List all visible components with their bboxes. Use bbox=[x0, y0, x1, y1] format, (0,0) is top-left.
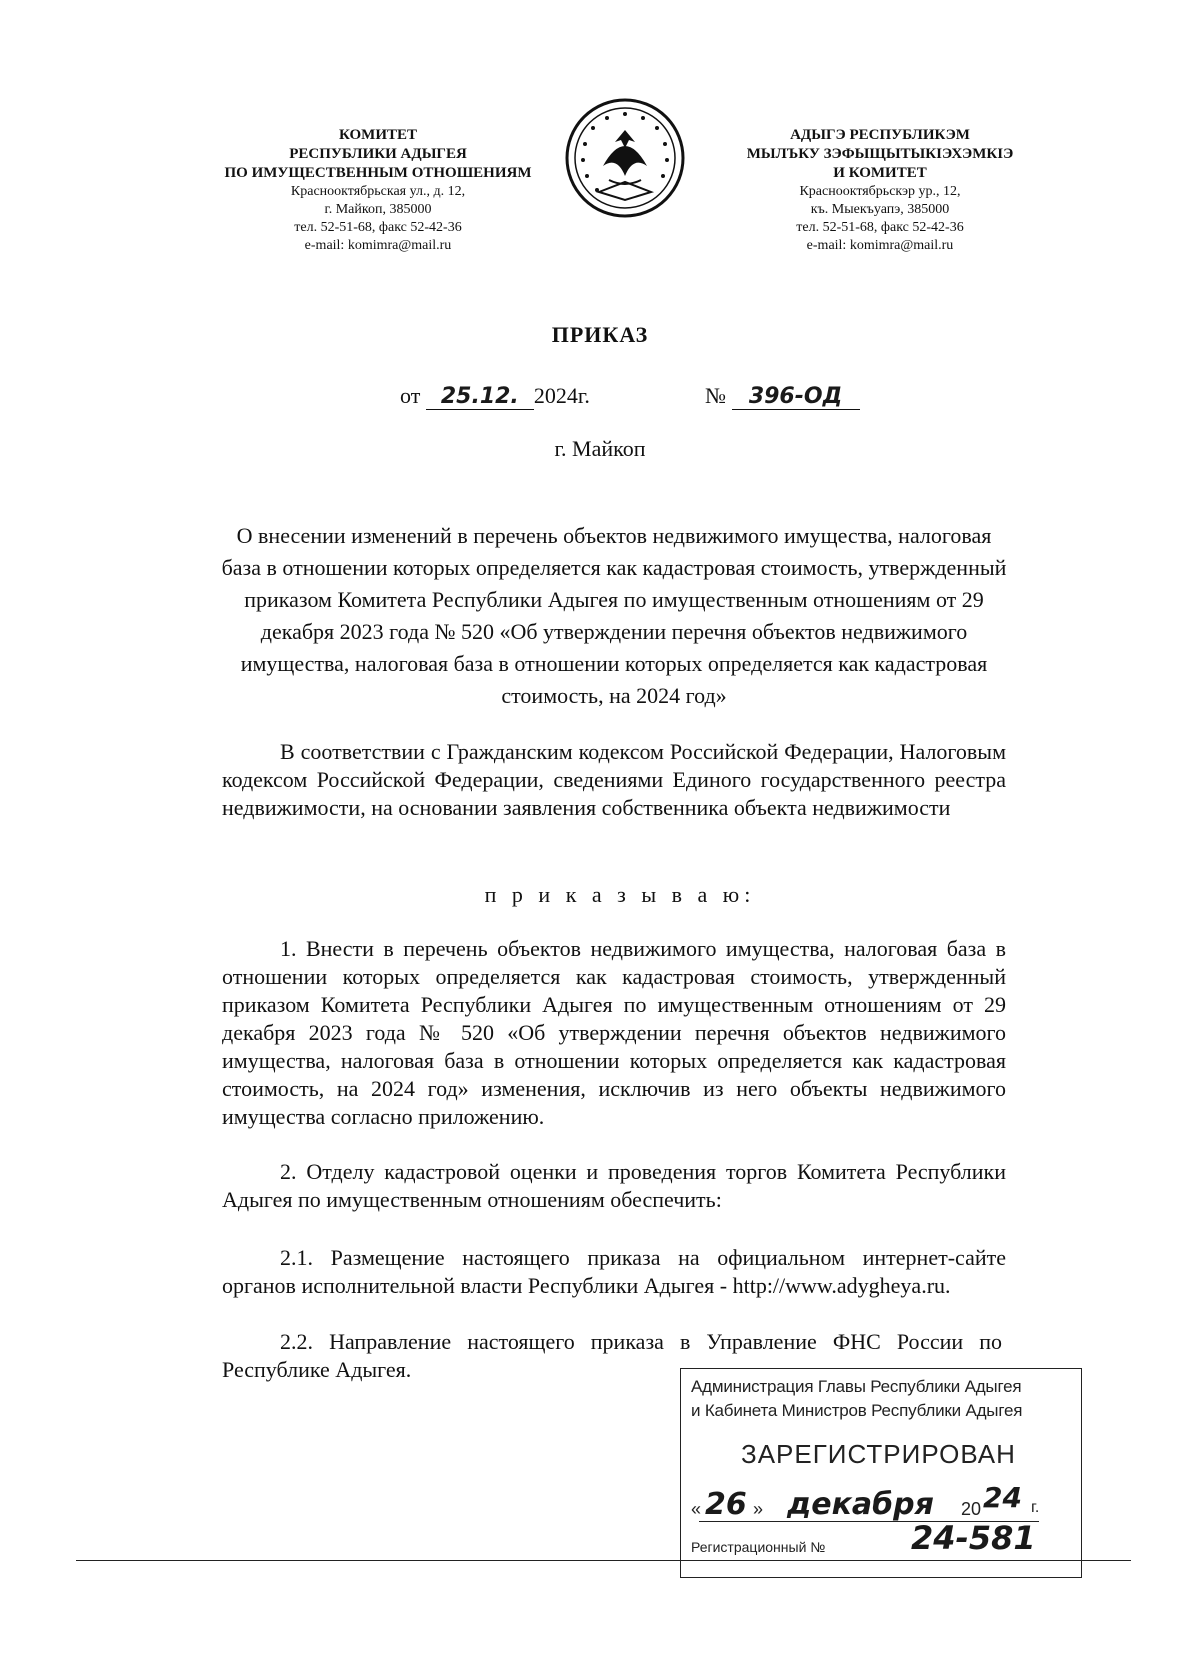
stamp-year-unit: г. bbox=[1031, 1499, 1040, 1516]
date-suffix: 2024г. bbox=[533, 383, 590, 408]
number-prefix: № bbox=[705, 383, 726, 408]
org-email: e-mail: komimra@mail.ru bbox=[304, 238, 452, 253]
number-handwritten: 396-ОД bbox=[748, 384, 843, 409]
org-city-adyghe: къ. Мыекъуапэ, 385000 bbox=[810, 202, 950, 217]
stamp-year-prefix: 20 bbox=[961, 1499, 982, 1519]
header-right bbox=[700, 126, 1060, 255]
stamp-day: 26 bbox=[705, 1487, 747, 1522]
adygea-coat-of-arms-icon bbox=[563, 96, 687, 220]
stamp-org-line2: и Кабинета Министров Республики Адыгея bbox=[691, 1401, 1023, 1420]
org-email-adyghe: e-mail: komimra@mail.ru bbox=[806, 238, 954, 253]
document-number bbox=[705, 383, 860, 410]
registration-stamp bbox=[680, 1368, 1082, 1578]
org-name-line3: ПО ИМУЩЕСТВЕННЫМ ОТНОШЕНИЯМ bbox=[224, 165, 532, 181]
org-address: Краснооктябрьская ул., д. 12, bbox=[290, 184, 466, 199]
org-phone: тел. 52-51-68, факс 52-42-36 bbox=[294, 220, 462, 235]
stamp-month: декабря bbox=[787, 1487, 934, 1522]
org-phone-adyghe: тел. 52-51-68, факс 52-42-36 bbox=[796, 220, 964, 235]
stamp-reg-number: 24-581 bbox=[911, 1519, 1036, 1557]
item-2-paragraph: 2. Отделу кадастровой оценки и проведения торгов Комитета Республики Адыгея по имущественным отношениям обеспечить: bbox=[222, 1159, 1006, 1212]
org-name-line1: КОМИТЕТ bbox=[338, 127, 417, 143]
org-name-line2: РЕСПУБЛИКИ АДЫГЕЯ bbox=[289, 146, 467, 162]
document-title: ПРИКАЗ bbox=[551, 322, 649, 347]
item-1-paragraph: 1. Внести в перечень объектов недвижимого имущества, налоговая база в отношении которых определяется как кадастровая стоимость, утвержденный приказом Комитета Республики Адыгея по имущественным отношениям от 29 декабря 2023 года № 520 «Об утверждении перечня объектов недвижимого имущества, налоговая база в отношении которых определяется как кадастровая стоимость, на 2024 год» изменения, исключив из него объекты недвижимого имущества согласно приложению. bbox=[222, 936, 1006, 1129]
order-word: п р и к а з ы в а ю: bbox=[484, 882, 756, 907]
header-left bbox=[198, 126, 558, 255]
document-city: г. Майкоп bbox=[554, 436, 646, 461]
date-handwritten: 25.12. bbox=[440, 384, 519, 409]
document-date bbox=[400, 383, 590, 410]
org-name-adyghe-line2: МЫЛЪКУ ЗЭФЫЩЫТЫКIЭХЭМКIЭ bbox=[746, 146, 1014, 162]
org-name-adyghe-line1: АДЫГЭ РЕСПУБЛИКЭМ bbox=[790, 127, 970, 143]
stamp-org-line1: Администрация Главы Республики Адыгея bbox=[691, 1377, 1022, 1396]
item-2-2-paragraph: 2.2. Направление настоящего приказа в Управление ФНС России по Республике Адыгея. bbox=[222, 1329, 1002, 1382]
org-name-adyghe-line3: И КОМИТЕТ bbox=[833, 165, 927, 181]
preamble-paragraph: В соответствии с Гражданским кодексом Российской Федерации, Налоговым кодексом Российской Федерации, сведениями Единого государственного реестра недвижимости, на основании заявления собственника объекта недвижимости bbox=[222, 739, 1006, 820]
item-2-1-paragraph: 2.1. Размещение настоящего приказа на официальном интернет-сайте органов исполнительной власти Республики Адыгея - http://www.adygheya.ru. bbox=[222, 1245, 1006, 1298]
stamp-reg-label: Регистрационный № bbox=[691, 1539, 826, 1555]
stamp-year-suffix: 24 bbox=[983, 1481, 1022, 1514]
org-city: г. Майкоп, 385000 bbox=[324, 202, 432, 217]
stamp-date: « 26 » декабря 20 24 г. bbox=[691, 1481, 1040, 1522]
date-prefix: от bbox=[400, 383, 421, 408]
org-address-adyghe: Краснооктябрьскэр ур., 12, bbox=[799, 184, 961, 199]
bottom-rule bbox=[76, 1560, 1131, 1561]
stamp-status: ЗАРЕГИСТРИРОВАН bbox=[741, 1439, 1016, 1469]
document-subject: О внесении изменений в перечень объектов недвижимого имущества, налоговая база в отношении которых определяется как кадастровая стоимость, утвержденный приказом Комитета Республики Адыгея по имущественным отношениям от 29 декабря 2023 года № 520 «Об утверждении перечня объектов недвижимого имущества, налоговая база в отношении которых определяется как кадастровая стоимость, на 2024 год» bbox=[221, 523, 1007, 708]
